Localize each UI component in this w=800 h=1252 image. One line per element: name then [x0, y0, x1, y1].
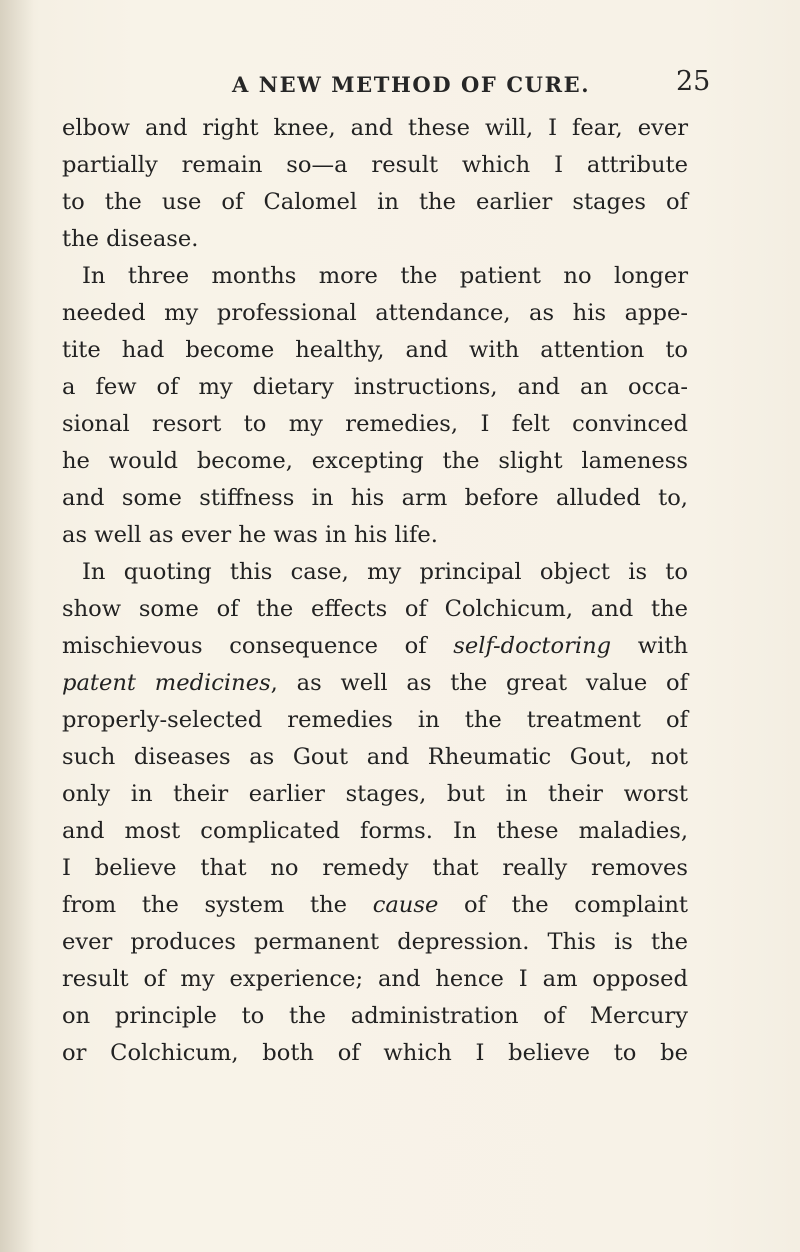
text-line — [62, 998, 688, 1035]
text-segment: mischievous consequence of — [62, 633, 454, 659]
text-line — [62, 739, 688, 776]
text-line — [62, 702, 688, 739]
text-segment: In quoting this case, my principal object is to — [82, 559, 688, 585]
text-line — [62, 517, 688, 554]
text-line — [62, 332, 688, 369]
text-segment: and most complicated forms. In these maladies, — [62, 818, 688, 844]
text-segment: sional resort to my remedies, I felt convinced — [62, 411, 688, 437]
running-title: A NEW METHOD OF CURE. — [232, 72, 591, 97]
italic-text: patent medicines — [62, 670, 271, 696]
text-segment: on principle to the administration of Mercury — [62, 1003, 688, 1029]
text-line — [62, 554, 688, 591]
text-segment: he would become, excepting the slight lameness — [62, 448, 688, 474]
text-segment: a few of my dietary instructions, and an occa- — [62, 374, 688, 400]
text-line — [62, 591, 688, 628]
text-line — [62, 184, 688, 221]
text-line — [62, 221, 688, 258]
text-line — [62, 443, 688, 480]
text-segment: result of my experience; and hence I am opposed — [62, 966, 688, 992]
text-line — [62, 295, 688, 332]
spine-shadow — [0, 0, 34, 1252]
text-line — [62, 924, 688, 961]
text-line — [62, 406, 688, 443]
text-segment: or Colchicum, both of which I believe to be — [62, 1040, 688, 1066]
text-line — [62, 850, 688, 887]
text-segment: only in their earlier stages, but in their worst — [62, 781, 688, 807]
text-segment: from the system the — [62, 892, 373, 918]
text-segment: and some stiffness in his arm before alluded to, — [62, 485, 688, 511]
text-line — [62, 961, 688, 998]
text-segment: In three months more the patient no longer — [82, 263, 688, 289]
text-segment: to the use of Calomel in the earlier stages of — [62, 189, 688, 215]
text-line — [62, 813, 688, 850]
text-segment: such diseases as Gout and Rheumatic Gout, not — [62, 744, 688, 770]
text-line — [62, 665, 688, 702]
text-line — [62, 887, 688, 924]
text-line — [62, 628, 688, 665]
text-segment: the disease. — [62, 226, 199, 252]
text-line — [62, 110, 688, 147]
text-line — [62, 258, 688, 295]
text-segment: properly-selected remedies in the treatment of — [62, 707, 688, 733]
text-segment: with — [611, 633, 688, 659]
body-text — [62, 110, 688, 1072]
text-line — [62, 369, 688, 406]
italic-text: cause — [372, 892, 439, 918]
text-line — [62, 776, 688, 813]
text-line — [62, 480, 688, 517]
page-number: 25 — [676, 66, 711, 97]
text-line — [62, 147, 688, 184]
text-segment: show some of the effects of Colchicum, and the — [62, 596, 688, 622]
text-segment: ever produces permanent depression. This is the — [62, 929, 688, 955]
text-segment: I believe that no remedy that really removes — [62, 855, 688, 881]
text-segment: tite had become healthy, and with attention to — [62, 337, 688, 363]
text-segment: , as well as the great value of — [270, 670, 689, 696]
page-header — [0, 66, 800, 106]
italic-text: self-doctoring — [453, 633, 612, 659]
text-segment: partially remain so—a result which I attribute — [62, 152, 688, 178]
text-segment: of the complaint — [438, 892, 688, 918]
text-segment: elbow and right knee, and these will, I fear, ever — [62, 115, 688, 141]
text-line — [62, 1035, 688, 1072]
text-segment: as well as ever he was in his life. — [62, 522, 438, 548]
text-segment: needed my professional attendance, as his appe- — [62, 300, 688, 326]
